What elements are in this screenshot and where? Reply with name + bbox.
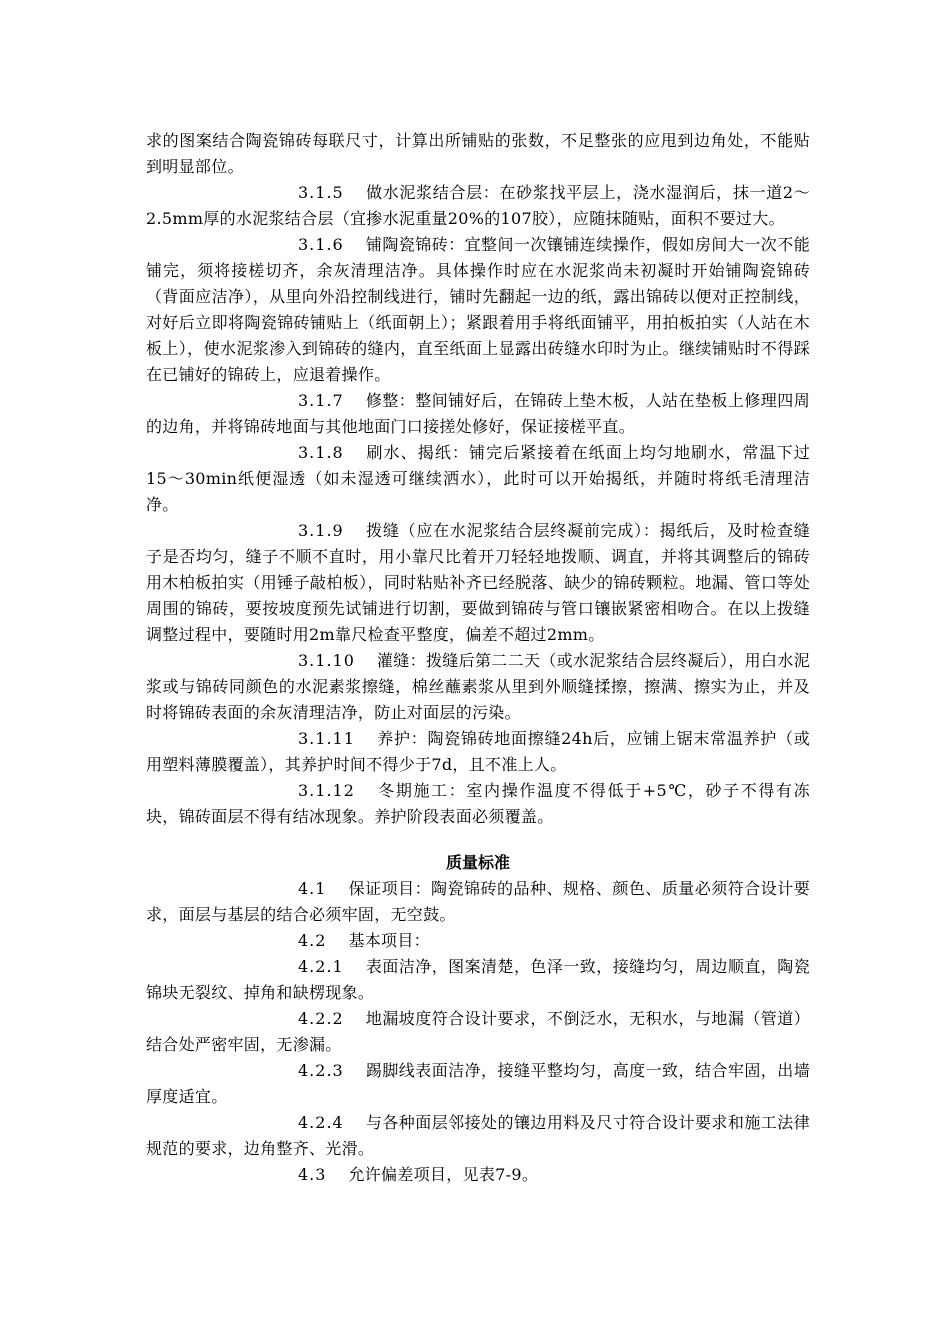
item-text: 拨缝（应在水泥浆结合层终凝前完成）：揭纸后，及时检查缝子是否均匀，缝子不顺不直时，用小靠尺比着开刀轻轻地拨顺、调直，并将其调整后的锦砖用木柏板拍实（用锤子敲柏板），同时粘贴补齐已经脱落、缺少的锦砖颗粒。地漏、管口等处周围的锦砖，要按坡度预先试铺进行切割，要做到锦砖与管口镶嵌紧密相吻合。在以上拨缝调整过程中，要随时用2m靠尺检查平整度，偏差不超过2mm。 — [146, 521, 810, 644]
item-number: 4.2.2 — [298, 1009, 344, 1028]
item-text: 基本项目： — [348, 931, 430, 950]
item-number: 4.2.4 — [298, 1113, 344, 1132]
item-text: 表面洁净，图案清楚，色泽一致，接缝均匀，周边顺直，陶瓷锦块无裂纹、掉角和缺楞现象。 — [146, 957, 810, 1002]
item-number: 4.2.3 — [298, 1061, 344, 1080]
item-number: 3.1.11 — [298, 729, 355, 748]
paragraph-3-1-10 — [146, 648, 810, 726]
item-number: 4.2 — [298, 931, 327, 950]
item-text: 踢脚线表面洁净，接缝平整均匀，高度一致，结合牢固，出墙厚度适宜。 — [146, 1061, 810, 1106]
paragraph-3-1-7 — [146, 388, 810, 440]
item-text: 修整：整间铺好后，在锦砖上垫木板，人站在垫板上修理四周的边角，并将锦砖地面与其他地面门口接搓处修好，保证接槎平直。 — [146, 391, 810, 436]
paragraph-4-2-1 — [146, 954, 810, 1006]
item-number: 4.3 — [298, 1165, 327, 1184]
paragraph-4-3 — [146, 1162, 810, 1188]
paragraph-4-1 — [146, 876, 810, 928]
paragraph-3-1-12 — [146, 778, 810, 830]
section-title: 质量标准 — [445, 853, 510, 872]
item-number: 3.1.10 — [298, 651, 355, 670]
item-number: 3.1.9 — [298, 521, 344, 540]
item-text: 与各种面层邻接处的镶边用料及尺寸符合设计要求和施工法律规范的要求，边角整齐、光滑。 — [146, 1113, 810, 1158]
paragraph-3-1-9 — [146, 518, 810, 648]
paragraph-4-2-2 — [146, 1006, 810, 1058]
paragraph-3-1-11 — [146, 726, 810, 778]
item-text: 允许偏差项目，见表7-9。 — [348, 1165, 539, 1184]
item-number: 3.1.12 — [298, 781, 355, 800]
paragraph-3-1-6 — [146, 232, 810, 388]
item-text: 铺陶瓷锦砖：宜整间一次镶铺连续操作，假如房间大一次不能铺完，须将接槎切齐，余灰清理洁净。具体操作时应在水泥浆尚未初凝时开始铺陶瓷锦砖（背面应洁净），从里向外沿控制线进行，铺时先翻起一边的纸，露出锦砖以便对正控制线，对好后立即将陶瓷锦砖铺贴上（纸面朝上）；紧跟着用手将纸面铺平，用拍板拍实（人站在木板上），使水泥浆渗入到锦砖的缝内，直至纸面上显露出砖缝水印时为止。继续铺贴时不得踩在已铺好的锦砖上，应退着操作。 — [146, 235, 810, 384]
item-text: 冬期施工：室内操作温度不得低于+5℃，砂子不得有冻块，锦砖面层不得有结冰现象。养护阶段表面必须覆盖。 — [146, 781, 810, 826]
paragraph-3-1-8 — [146, 440, 810, 518]
item-text: 地漏坡度符合设计要求，不倒泛水，无积水，与地漏（管道）结合处严密牢固，无渗漏。 — [146, 1009, 810, 1054]
item-number: 3.1.7 — [298, 391, 344, 410]
item-number: 3.1.6 — [298, 235, 344, 254]
item-text: 刷水、揭纸：铺完后紧接着在纸面上均匀地刷水，常温下过15～30min纸便湿透（如未湿透可继续洒水），此时可以开始揭纸，并随时将纸毛清理洁净。 — [146, 443, 810, 514]
item-number: 3.1.5 — [298, 183, 344, 202]
paragraph-4-2-3 — [146, 1058, 810, 1110]
item-number: 4.1 — [298, 879, 327, 898]
item-number: 4.2.1 — [298, 957, 344, 976]
paragraph-intro: 求的图案结合陶瓷锦砖每联尺寸，计算出所铺贴的张数，不足整张的应甩到边角处，不能贴到明显部位。 — [146, 131, 810, 176]
document-page — [146, 128, 810, 1188]
item-text: 养护：陶瓷锦砖地面擦缝24h后，应铺上锯末常温养护（或用塑料薄膜覆盖），其养护时间不得少于7d，且不准上人。 — [146, 729, 810, 774]
paragraph-3-1-5 — [146, 180, 810, 232]
paragraph-4-2 — [146, 928, 810, 954]
item-number: 3.1.8 — [298, 443, 344, 462]
paragraph-4-2-4 — [146, 1110, 810, 1162]
item-text: 灌缝：拨缝后第二二天（或水泥浆结合层终凝后），用白水泥浆或与锦砖同颜色的水泥素浆擦缝，棉丝蘸素浆从里到外顺缝揉擦，擦满、擦实为止，并及时将锦砖表面的余灰清理洁净，防止对面层的污染。 — [146, 651, 810, 722]
item-text: 保证项目：陶瓷锦砖的品种、规格、颜色、质量必须符合设计要求，面层与基层的结合必须牢固，无空鼓。 — [146, 879, 810, 924]
item-text: 做水泥浆结合层：在砂浆找平层上，浇水湿润后，抹一道2～2.5mm厚的水泥浆结合层（宜掺水泥重量20%的107胶），应随抹随贴，面积不要过大。 — [146, 183, 810, 228]
